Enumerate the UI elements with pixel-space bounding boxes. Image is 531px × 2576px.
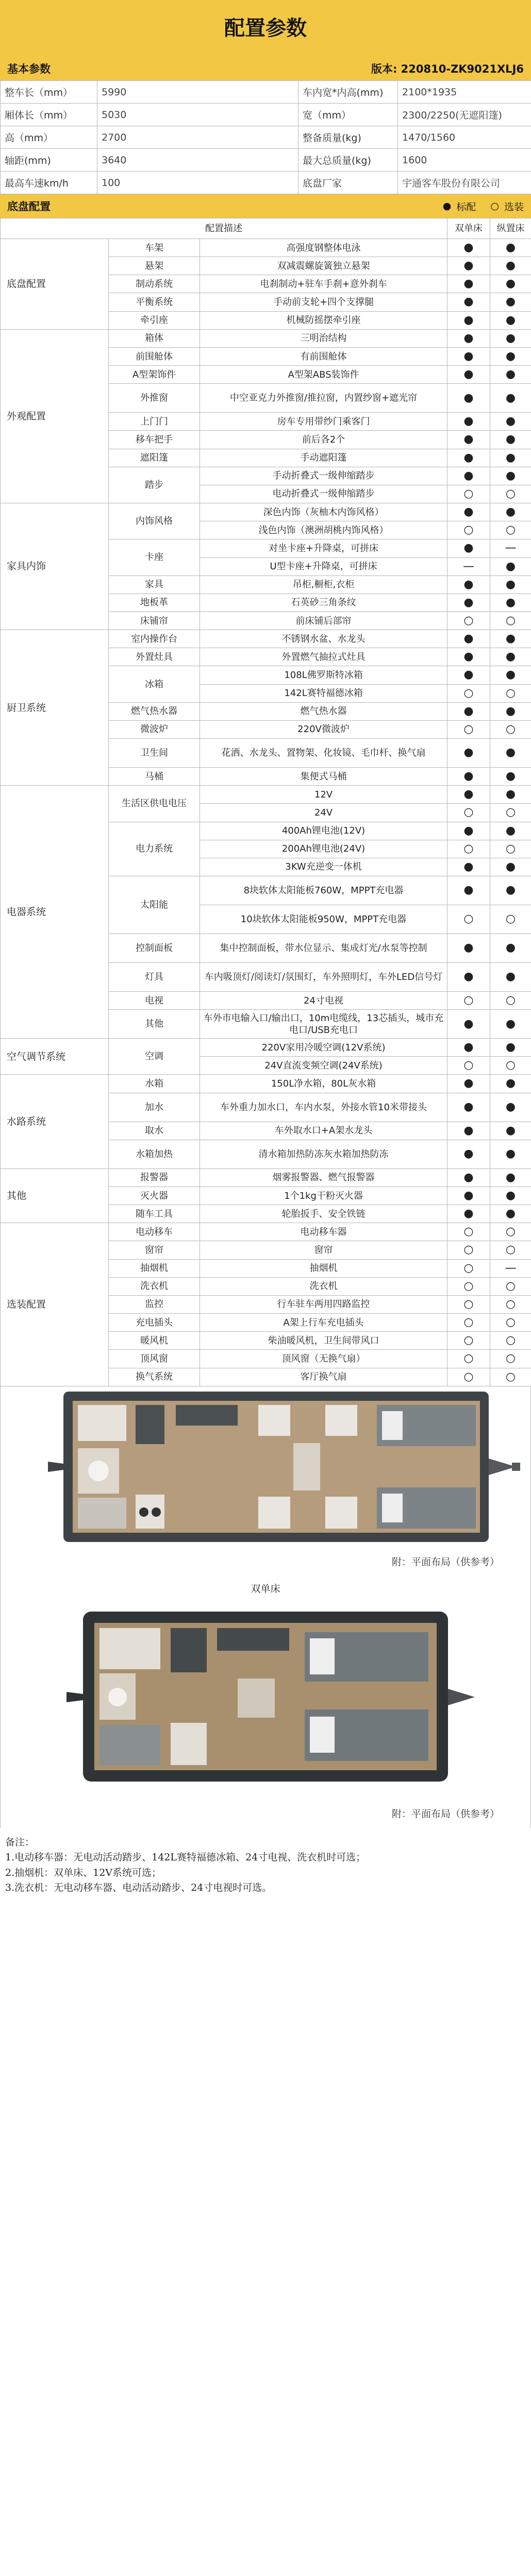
config-row (1, 1075, 531, 1093)
layout-label: 双单床 (0, 1575, 531, 1601)
twin-single-mark: ○ (447, 804, 490, 822)
category-cell: 其他 (1, 1168, 109, 1223)
item-cell: 电动移车 (109, 1223, 200, 1241)
desc-cell: 顶风窗（无换气扇） (200, 1350, 447, 1368)
twin-single-mark: ● (447, 666, 490, 684)
desc-cell: 400Ah锂电池(12V) (200, 822, 447, 840)
item-cell: 换气系统 (109, 1368, 200, 1386)
longitudinal-mark: ○ (490, 521, 531, 539)
longitudinal-mark: ● (490, 702, 531, 720)
basic-value: 5990 (97, 81, 298, 104)
twin-single-mark: ○ (447, 1259, 490, 1277)
floor-plan-1 (0, 1386, 531, 1575)
twin-single-mark: ○ (447, 720, 490, 738)
desc-cell: 12V (200, 786, 447, 804)
desc-cell: U型卡座+升降桌，可拼床 (200, 557, 447, 575)
floor-plan-2 (0, 1601, 531, 1828)
twin-single-mark: ● (447, 431, 490, 449)
basic-row (1, 104, 531, 126)
twin-single-mark: ● (447, 1205, 490, 1223)
twin-single-mark: — (447, 557, 490, 575)
twin-single-mark: ○ (447, 485, 490, 503)
desc-cell: 108L佛罗斯特冰箱 (200, 666, 447, 684)
twin-single-mark: ● (447, 963, 490, 992)
longitudinal-mark: ● (490, 648, 531, 666)
desc-cell: 220V微波炉 (200, 720, 447, 738)
basic-row (1, 149, 531, 172)
item-cell: 箱体 (109, 329, 200, 347)
longitudinal-mark: ○ (490, 1277, 531, 1295)
longitudinal-mark: ● (490, 293, 531, 311)
twin-single-mark: ● (447, 1122, 490, 1140)
desc-cell: 200Ah锂电池(24V) (200, 840, 447, 858)
desc-cell: 机械防摇摆牵引座 (200, 311, 447, 329)
longitudinal-mark: ● (490, 311, 531, 329)
desc-cell: 车外市电输入口/输出口，10m电缆线，13芯插头，城市充电口/USB充电口 (200, 1010, 447, 1039)
desc-cell: 双减震螺旋簧独立悬架 (200, 257, 447, 275)
category-cell: 底盘配置 (1, 239, 109, 330)
item-cell: 冰箱 (109, 666, 200, 702)
floor-plan-2-drawing (1, 1601, 530, 1828)
twin-single-mark: ● (447, 384, 490, 413)
twin-single-mark: ● (447, 293, 490, 311)
desc-cell: 中空亚克力外推窗/推拉窗，内置纱窗+遮光帘 (200, 384, 447, 413)
twin-single-mark: ● (447, 239, 490, 257)
desc-cell: 房车专用带纱门乘客门 (200, 413, 447, 431)
longitudinal-mark: ● (490, 786, 531, 804)
basic-label: 整备质量(kg) (298, 126, 398, 149)
category-cell: 空气调节系统 (1, 1039, 109, 1075)
desc-cell: 深色内饰（灰柚木内饰风格） (200, 503, 447, 521)
desc-cell: 手动遮阳篷 (200, 449, 447, 467)
longitudinal-mark: ● (490, 666, 531, 684)
desc-cell: 有前围舱体 (200, 347, 447, 365)
twin-single-mark: ○ (447, 1368, 490, 1386)
category-cell: 选装配置 (1, 1223, 109, 1386)
longitudinal-mark: ● (490, 1093, 531, 1122)
desc-cell: 手动折叠式一级伸缩踏步 (200, 467, 447, 485)
longitudinal-mark: ● (490, 1039, 531, 1057)
notes-heading: 备注： (5, 1836, 35, 1848)
item-cell: 外推窗 (109, 384, 200, 413)
item-cell: 灯具 (109, 963, 200, 992)
longitudinal-mark: ● (490, 1075, 531, 1093)
twin-single-mark: ● (447, 768, 490, 786)
desc-cell: 外置燃气抽拉式灶具 (200, 648, 447, 666)
longitudinal-mark: ● (490, 934, 531, 963)
longitudinal-mark: ● (490, 257, 531, 275)
config-row (1, 503, 531, 521)
twin-single-mark: ● (447, 329, 490, 347)
desc-cell: 手动前支轮+四个支撑腿 (200, 293, 447, 311)
twin-single-mark: ● (447, 311, 490, 329)
item-cell: 家具 (109, 575, 200, 594)
item-cell: 监控 (109, 1295, 200, 1313)
item-cell: 微波炉 (109, 720, 200, 738)
item-cell: 地板革 (109, 594, 200, 612)
item-cell: 抽烟机 (109, 1259, 200, 1277)
twin-single-mark: ○ (447, 1295, 490, 1313)
desc-cell: 1个1kg干粉灭火器 (200, 1187, 447, 1205)
twin-single-mark: ● (447, 1039, 490, 1057)
basic-value: 3640 (97, 149, 298, 172)
desc-cell: 吊柜,橱柜,衣柜 (200, 575, 447, 594)
item-cell: 燃气热水器 (109, 702, 200, 720)
desc-cell: 车外重力加水口，车内水泵，外接水管10米带接头 (200, 1093, 447, 1122)
plan2-caption: 附：平面布局（供参考） (391, 1808, 500, 1820)
chassis-section-header (0, 194, 531, 218)
config-table (0, 218, 531, 1386)
desc-cell: 220V家用冷暖空调(12V系统) (200, 1039, 447, 1057)
twin-single-mark: ● (447, 648, 490, 666)
note-line: 1.电动移车器：无电动活动踏步、142L赛特福德冰箱、24寸电视、洗衣机时可选； (5, 1852, 366, 1863)
basic-value: 2100*1935 (398, 81, 531, 104)
desc-cell: 不锈钢水盆、水龙头 (200, 630, 447, 648)
longitudinal-mark: ○ (490, 684, 531, 702)
config-row (1, 786, 531, 804)
config-row (1, 239, 531, 257)
notes (0, 1828, 531, 1901)
basic-section-header (0, 57, 531, 80)
longitudinal-mark: ○ (490, 485, 531, 503)
item-cell: 电视 (109, 992, 200, 1010)
twin-single-mark: ● (447, 257, 490, 275)
basic-value: 1600 (398, 149, 531, 172)
category-cell: 厨卫系统 (1, 630, 109, 786)
item-cell: 床铺帘 (109, 612, 200, 630)
longitudinal-mark: ● (490, 431, 531, 449)
item-cell: 水箱 (109, 1075, 200, 1093)
item-cell: 生活区供电电压 (109, 786, 200, 822)
item-cell: 上门门 (109, 413, 200, 431)
desc-cell: 花洒、水龙头、置物架、化妆镜、毛巾杆、换气扇 (200, 739, 447, 768)
desc-cell: 窗帘 (200, 1241, 447, 1259)
twin-single-mark: ○ (447, 1314, 490, 1332)
desc-cell: 8块软体太阳能板760W，MPPT充电器 (200, 876, 447, 905)
desc-cell: 前床铺后部帘 (200, 612, 447, 630)
desc-cell: 24V直流变频空调(24V系统) (200, 1057, 447, 1075)
longitudinal-mark: ● (490, 575, 531, 594)
longitudinal-mark: ○ (490, 1332, 531, 1350)
item-cell: 前围舱体 (109, 347, 200, 365)
twin-single-mark: ● (447, 366, 490, 384)
item-cell: 空调 (109, 1039, 200, 1075)
twin-single-mark: ○ (447, 1277, 490, 1295)
longitudinal-mark: ● (490, 347, 531, 365)
twin-single-mark: ● (447, 858, 490, 876)
desc-cell: 清水箱加热防冻灰水箱加热防冻 (200, 1140, 447, 1168)
category-cell: 外观配置 (1, 329, 109, 503)
config-row (1, 630, 531, 648)
desc-cell: 电动折叠式一级伸缩踏步 (200, 485, 447, 503)
basic-label: 底盘厂家 (298, 172, 398, 194)
twin-single-mark: ● (447, 449, 490, 467)
longitudinal-mark: ● (490, 557, 531, 575)
longitudinal-mark: ● (490, 413, 531, 431)
twin-single-mark: ● (447, 1010, 490, 1039)
longitudinal-mark: ● (490, 594, 531, 612)
item-cell: 暖风机 (109, 1332, 200, 1350)
basic-row (1, 81, 531, 104)
item-cell: A型架饰件 (109, 366, 200, 384)
item-cell: 牵引座 (109, 311, 200, 329)
basic-value: 宇通客车股份有限公司 (398, 172, 531, 194)
twin-single-mark: ● (447, 594, 490, 612)
longitudinal-mark: ● (490, 449, 531, 467)
longitudinal-mark: ○ (490, 1368, 531, 1386)
longitudinal-mark: ● (490, 366, 531, 384)
twin-single-mark: ● (447, 934, 490, 963)
desc-cell: 客厅换气扇 (200, 1368, 447, 1386)
twin-single-mark: ○ (447, 1057, 490, 1075)
longitudinal-mark: ● (490, 1140, 531, 1168)
item-cell: 车架 (109, 239, 200, 257)
desc-cell: 3KW充逆变一体机 (200, 858, 447, 876)
longitudinal-mark: — (490, 1259, 531, 1277)
basic-label: 最高车速km/h (1, 172, 97, 194)
twin-single-mark: ● (447, 822, 490, 840)
twin-single-mark: ● (447, 786, 490, 804)
item-cell: 报警器 (109, 1168, 200, 1187)
config-row (1, 1168, 531, 1187)
basic-label: 厢体长（mm） (1, 104, 97, 126)
header-col-longitudinal: 纵置床 (490, 218, 531, 239)
longitudinal-mark: ○ (490, 1223, 531, 1241)
longitudinal-mark: ○ (490, 1295, 531, 1313)
item-cell: 悬架 (109, 257, 200, 275)
longitudinal-mark: ● (490, 503, 531, 521)
item-cell: 其他 (109, 1010, 200, 1039)
desc-cell: 142L赛特福德冰箱 (200, 684, 447, 702)
category-cell: 水路系统 (1, 1075, 109, 1168)
item-cell: 卡座 (109, 539, 200, 575)
plan1-caption: 附：平面布局（供参考） (391, 1556, 500, 1568)
longitudinal-mark: ○ (490, 1241, 531, 1259)
twin-single-mark: ○ (447, 840, 490, 858)
note-line: 3.洗衣机：无电动移车器、电动活动踏步、24寸电视时可选。 (5, 1882, 272, 1893)
longitudinal-mark: ● (490, 1168, 531, 1187)
note-line: 2.抽烟机：双单床、12V系统可选； (5, 1867, 162, 1878)
desc-cell: 抽烟机 (200, 1259, 447, 1277)
longitudinal-mark: ● (490, 239, 531, 257)
item-cell: 卫生间 (109, 739, 200, 768)
config-header-row (1, 218, 531, 239)
desc-cell: 电动移车器 (200, 1223, 447, 1241)
item-cell: 电力系统 (109, 822, 200, 876)
longitudinal-mark: ○ (490, 992, 531, 1010)
item-cell: 马桶 (109, 768, 200, 786)
desc-cell: 石英砂三角条纹 (200, 594, 447, 612)
desc-cell: 电刹制动+驻车手刹+意外刹车 (200, 275, 447, 293)
twin-single-mark: ○ (447, 1223, 490, 1241)
desc-cell: 洗衣机 (200, 1277, 447, 1295)
item-cell: 加水 (109, 1093, 200, 1122)
desc-cell: 燃气热水器 (200, 702, 447, 720)
item-cell: 灭火器 (109, 1187, 200, 1205)
item-cell: 随车工具 (109, 1205, 200, 1223)
basic-label: 宽（mm） (298, 104, 398, 126)
twin-single-mark: ● (447, 539, 490, 557)
twin-single-mark: ○ (447, 521, 490, 539)
longitudinal-mark: ● (490, 1187, 531, 1205)
header-desc: 配置描述 (1, 218, 447, 239)
item-cell: 移车把手 (109, 431, 200, 449)
legend-standard: 标配 (456, 201, 476, 213)
twin-single-mark: ○ (447, 992, 490, 1010)
longitudinal-mark: ● (490, 384, 531, 413)
floor-plan-1-drawing (1, 1386, 530, 1575)
desc-cell: 集中控制面板，带水位显示、集成灯光/水泵等控制 (200, 934, 447, 963)
basic-label: 轴距(mm) (1, 149, 97, 172)
longitudinal-mark: ● (490, 329, 531, 347)
longitudinal-mark: ○ (490, 612, 531, 630)
longitudinal-mark: ● (490, 963, 531, 992)
basic-row (1, 126, 531, 149)
item-cell: 取水 (109, 1122, 200, 1140)
longitudinal-mark: ○ (490, 840, 531, 858)
longitudinal-mark: ○ (490, 1314, 531, 1332)
basic-params-table (0, 80, 531, 194)
twin-single-mark: ● (447, 413, 490, 431)
basic-label: 整车长（mm） (1, 81, 97, 104)
item-cell: 洗衣机 (109, 1277, 200, 1295)
hollow-dot-icon: ○ (490, 200, 499, 212)
desc-cell: A型架ABS装饰件 (200, 366, 447, 384)
basic-section-title: 基本参数 (7, 63, 51, 75)
desc-cell: 集便式马桶 (200, 768, 447, 786)
item-cell: 踏步 (109, 467, 200, 503)
longitudinal-mark: ● (490, 630, 531, 648)
basic-value: 2700 (97, 126, 298, 149)
legend-optional: 选装 (504, 201, 524, 213)
twin-single-mark: ● (447, 1075, 490, 1093)
item-cell: 水箱加热 (109, 1140, 200, 1168)
twin-single-mark: ○ (447, 1241, 490, 1259)
twin-single-mark: ○ (447, 684, 490, 702)
item-cell: 内饰风格 (109, 503, 200, 539)
longitudinal-mark: ○ (490, 905, 531, 934)
basic-value: 2300/2250(无遮阳篷) (398, 104, 531, 126)
longitudinal-mark: ○ (490, 1057, 531, 1075)
config-row (1, 329, 531, 347)
twin-single-mark: ○ (447, 612, 490, 630)
longitudinal-mark: — (490, 539, 531, 557)
longitudinal-mark: ○ (490, 1350, 531, 1368)
item-cell: 室内操作台 (109, 630, 200, 648)
desc-cell: A架上行车充电插头 (200, 1314, 447, 1332)
desc-cell: 三明治结构 (200, 329, 447, 347)
item-cell: 太阳能 (109, 876, 200, 934)
desc-cell: 车外取水口+A架水龙头 (200, 1122, 447, 1140)
basic-label: 车内宽*内高(mm) (298, 81, 398, 104)
desc-cell: 前后各2个 (200, 431, 447, 449)
version-label: 版本: 220810-ZK9021XLJ6 (371, 63, 524, 75)
legend (443, 199, 524, 213)
category-cell: 电器系统 (1, 786, 109, 1039)
twin-single-mark: ● (447, 1168, 490, 1187)
item-cell: 制动系统 (109, 275, 200, 293)
longitudinal-mark: ● (490, 876, 531, 905)
header-col-twin-single: 双单床 (447, 218, 490, 239)
longitudinal-mark: ● (490, 1122, 531, 1140)
desc-cell: 高强度钢整体电泳 (200, 239, 447, 257)
desc-cell: 24V (200, 804, 447, 822)
twin-single-mark: ● (447, 275, 490, 293)
desc-cell: 轮胎扳手、安全铁链 (200, 1205, 447, 1223)
twin-single-mark: ● (447, 1140, 490, 1168)
desc-cell: 浅色内饰（澳洲胡桃内饰风格） (200, 521, 447, 539)
config-row (1, 1223, 531, 1241)
page-title: 配置参数 (0, 0, 531, 57)
longitudinal-mark: ● (490, 739, 531, 768)
longitudinal-mark: ● (490, 768, 531, 786)
item-cell: 外置灶具 (109, 648, 200, 666)
desc-cell: 烟雾报警器、燃气报警器 (200, 1168, 447, 1187)
longitudinal-mark: ○ (490, 804, 531, 822)
item-cell: 遮阳篷 (109, 449, 200, 467)
desc-cell: 车内吸顶灯/阅读灯/氛围灯，车外照明灯，车外LED信号灯 (200, 963, 447, 992)
twin-single-mark: ● (447, 702, 490, 720)
basic-label: 高（mm） (1, 126, 97, 149)
longitudinal-mark: ● (490, 822, 531, 840)
desc-cell: 对坐卡座+升降桌，可拼床 (200, 539, 447, 557)
twin-single-mark: ○ (447, 1350, 490, 1368)
twin-single-mark: ● (447, 347, 490, 365)
longitudinal-mark: ● (490, 275, 531, 293)
desc-cell: 柴油暖风机，卫生间带风口 (200, 1332, 447, 1350)
item-cell: 窗帘 (109, 1241, 200, 1259)
twin-single-mark: ○ (447, 1332, 490, 1350)
desc-cell: 150L净水箱，80L灰水箱 (200, 1075, 447, 1093)
item-cell: 平衡系统 (109, 293, 200, 311)
longitudinal-mark: ● (490, 1010, 531, 1039)
filled-dot-icon: ● (442, 200, 452, 212)
longitudinal-mark: ● (490, 858, 531, 876)
twin-single-mark: ● (447, 630, 490, 648)
twin-single-mark: ● (447, 503, 490, 521)
desc-cell: 行车驻车两用四路监控 (200, 1295, 447, 1313)
twin-single-mark: ● (447, 739, 490, 768)
twin-single-mark: ● (447, 575, 490, 594)
item-cell: 充电插头 (109, 1314, 200, 1332)
category-cell: 家具内饰 (1, 503, 109, 630)
longitudinal-mark: ● (490, 1205, 531, 1223)
twin-single-mark: ● (447, 1187, 490, 1205)
longitudinal-mark: ● (490, 467, 531, 485)
desc-cell: 10块软体太阳能板950W，MPPT充电器 (200, 905, 447, 934)
basic-value: 5030 (97, 104, 298, 126)
basic-label: 最大总质量(kg) (298, 149, 398, 172)
longitudinal-mark: ○ (490, 720, 531, 738)
desc-cell: 24寸电视 (200, 992, 447, 1010)
basic-row (1, 172, 531, 194)
item-cell: 顶风窗 (109, 1350, 200, 1368)
item-cell: 控制面板 (109, 934, 200, 963)
config-row (1, 1039, 531, 1057)
basic-value: 100 (97, 172, 298, 194)
twin-single-mark: ● (447, 876, 490, 905)
chassis-section-title: 底盘配置 (7, 200, 51, 213)
basic-value: 1470/1560 (398, 126, 531, 149)
twin-single-mark: ○ (447, 905, 490, 934)
twin-single-mark: ● (447, 1093, 490, 1122)
twin-single-mark: ● (447, 467, 490, 485)
